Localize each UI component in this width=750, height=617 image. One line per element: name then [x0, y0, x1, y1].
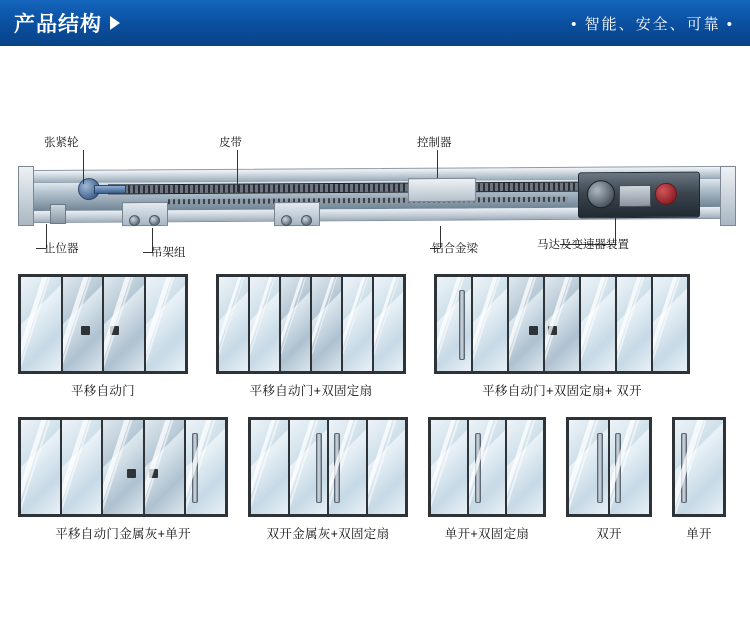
door-row-2	[0, 417, 750, 542]
door-panel	[281, 277, 312, 371]
hanger-set-2	[274, 202, 320, 226]
door-panel	[653, 277, 687, 371]
rail-end-cap-left	[18, 166, 34, 226]
door-lock-icon	[529, 326, 538, 335]
door-panel	[290, 420, 329, 514]
door-panel	[21, 420, 62, 514]
door-lock-icon	[127, 469, 136, 478]
door-diagram-sliding-double-fixed-double-swing	[434, 274, 690, 374]
rail-end-cap-right	[720, 166, 736, 226]
operator-assembly	[18, 154, 734, 232]
gearbox-box	[619, 185, 651, 207]
door-panel	[617, 277, 653, 371]
tension-arm	[94, 185, 126, 194]
door-lock-icon	[548, 326, 557, 335]
door-cell-double-swing-metal-gray-double-fixed[interactable]	[248, 417, 408, 542]
controller-unit	[408, 178, 476, 202]
door-panel	[104, 277, 146, 371]
door-panel	[329, 420, 368, 514]
door-panel	[250, 277, 281, 371]
door-handle-icon	[681, 433, 687, 503]
motor-rotor-icon	[655, 183, 677, 205]
door-panel	[251, 420, 290, 514]
motor-pulley-icon	[587, 180, 615, 208]
door-diagram-double-swing-double-fixed	[248, 417, 408, 517]
door-panel	[186, 420, 225, 514]
door-caption: 平移自动门	[70, 384, 135, 398]
door-cell-sliding-double-fixed-double-swing[interactable]	[434, 274, 690, 399]
door-panel	[374, 277, 403, 371]
door-panel	[610, 420, 649, 514]
page-header	[0, 0, 750, 46]
triangle-right-icon	[110, 16, 120, 30]
door-panel	[146, 277, 186, 371]
door-panel	[343, 277, 374, 371]
door-handle-icon	[192, 433, 198, 503]
door-panel	[675, 420, 723, 514]
door-row-1	[0, 274, 750, 399]
door-handle-icon	[459, 290, 465, 360]
door-caption: 双开	[596, 527, 622, 541]
door-caption: 单开+双固定扇	[444, 527, 530, 541]
door-panel	[145, 420, 186, 514]
label-stopper: 止位器	[44, 243, 79, 255]
door-panel	[62, 420, 103, 514]
door-caption: 双开金属灰+双固定扇	[266, 527, 390, 541]
door-lock-icon	[81, 326, 90, 335]
door-panel	[437, 277, 473, 371]
door-cell-sliding-double-fixed[interactable]	[216, 274, 406, 399]
door-panel	[63, 277, 105, 371]
label-controller: 控制器	[417, 137, 452, 149]
door-panel	[103, 420, 144, 514]
hanger-roller-icon	[301, 215, 312, 226]
hanger-roller-icon	[129, 215, 140, 226]
label-hanger-set: 吊架组	[151, 247, 186, 259]
page-title-text: 产品结构	[14, 13, 102, 36]
label-aluminum-beam: 铝合金梁	[432, 243, 478, 255]
leader-line-controller	[437, 150, 438, 178]
structure-diagram	[0, 46, 750, 268]
hanger-set-1	[122, 202, 168, 226]
door-cell-double-swing[interactable]	[566, 417, 652, 542]
door-caption: 平移自动门+双固定扇	[249, 384, 373, 398]
motor-gearbox-unit	[578, 172, 700, 219]
door-diagram-sliding-metal-gray-single	[18, 417, 228, 517]
door-panel	[312, 277, 343, 371]
door-diagram-double-swing	[566, 417, 652, 517]
label-belt: 皮带	[219, 137, 242, 149]
door-handle-icon	[615, 433, 621, 503]
door-panel	[507, 420, 543, 514]
door-panel	[509, 277, 545, 371]
door-panel	[21, 277, 63, 371]
door-caption: 平移自动门+双固定扇+ 双开	[482, 384, 642, 398]
header-slogan: • 智能、安全、可靠 •	[571, 15, 734, 33]
door-cell-sliding-door[interactable]	[18, 274, 188, 399]
door-diagram-single-swing	[672, 417, 726, 517]
door-caption: 平移自动门金属灰+单开	[55, 527, 191, 541]
label-tension-wheel: 张紧轮	[44, 137, 79, 149]
door-cell-sliding-metal-gray-single-swing[interactable]	[18, 417, 228, 542]
door-panel	[569, 420, 610, 514]
label-motor-gearbox: 马达及变速器装置	[537, 239, 629, 251]
door-lock-icon	[149, 469, 158, 478]
door-panel	[473, 277, 509, 371]
door-handle-icon	[475, 433, 481, 503]
hanger-roller-icon	[281, 215, 292, 226]
door-cell-single-swing[interactable]	[672, 417, 726, 542]
page-title	[14, 8, 120, 38]
hanger-roller-icon	[149, 215, 160, 226]
door-caption: 单开	[686, 527, 712, 541]
door-panel	[545, 277, 581, 371]
door-panel	[581, 277, 617, 371]
door-handle-icon	[597, 433, 603, 503]
leader-line-belt	[237, 150, 238, 192]
door-types-section	[0, 274, 750, 542]
door-lock-icon	[110, 326, 119, 335]
door-panel	[469, 420, 507, 514]
door-diagram-single-swing-double-fixed	[428, 417, 546, 517]
door-panel	[431, 420, 469, 514]
tension-wheel-assembly	[78, 176, 124, 202]
door-handle-icon	[334, 433, 340, 503]
door-diagram-sliding	[18, 274, 188, 374]
door-cell-single-swing-double-fixed[interactable]	[428, 417, 546, 542]
stopper-unit	[50, 204, 66, 224]
leader-line-tension	[83, 150, 84, 184]
door-handle-icon	[316, 433, 322, 503]
door-diagram-sliding-double-fixed	[216, 274, 406, 374]
door-panel	[368, 420, 405, 514]
door-panel	[219, 277, 250, 371]
